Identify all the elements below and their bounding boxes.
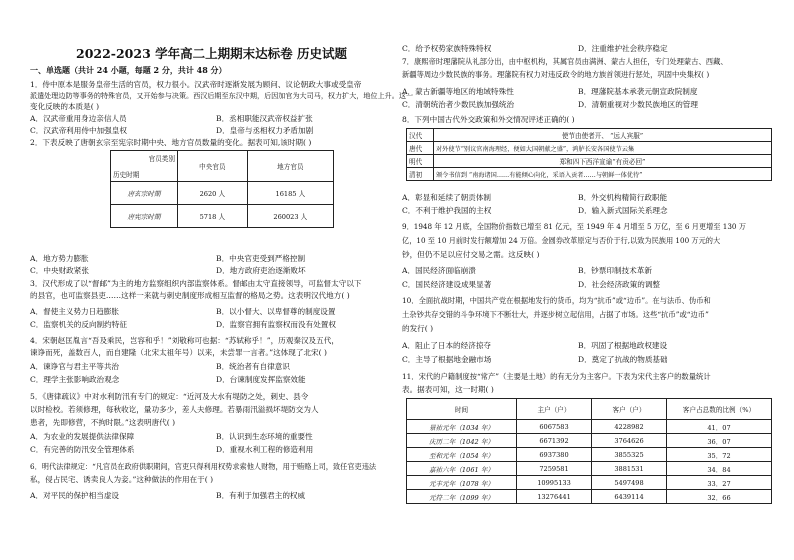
q2-option-d[interactable]: D．地方政府吏治逐渐败坏	[216, 266, 306, 275]
q11-cell-guest: 3764626	[592, 434, 667, 448]
q1-option-c[interactable]: C．汉武帝利用侍中加强皇权	[30, 126, 127, 135]
q8-stem: 8．下列中国古代外交政策和外交情况评述正确的( )	[402, 115, 575, 124]
q11-cell-main: 10995133	[517, 476, 592, 490]
q9-line: 钞，但仍不足以应付交易之需。这反映( )	[402, 250, 540, 259]
q6-option-d[interactable]: D．注重维护社会秩序稳定	[578, 44, 668, 53]
q7-line: 7．康熙帝时理藩院从礼部分出，由中枢机构，其属官员由满洲、蒙古人担任，专门处理蒙古、西藏、	[402, 57, 728, 66]
q11-cell-time: 元丰元年（1078 年）	[407, 476, 517, 490]
q11-table	[406, 398, 772, 504]
q11-header-main: 主户（户）	[517, 399, 592, 420]
q11-header-guest: 客户（户）	[592, 399, 667, 420]
q8-row-era: 清初	[407, 168, 434, 181]
q5-line: 以时检校。若须修理，每秋收讫，量功多少，差人夫修理。若暴雨汛溢损坏堤防交为人	[30, 405, 319, 414]
q11-cell-time: 庆历二年（1042 年）	[407, 434, 517, 448]
q11-cell-main: 6671392	[517, 434, 592, 448]
q8-row-text: 郑和四下西洋宣谕“有贡必回”	[434, 155, 772, 168]
q11-cell-main: 6067583	[517, 420, 592, 434]
q10-option-a[interactable]: A．阻止了日本的经济掠夺	[402, 341, 492, 350]
q11-line: 11．宋代的户籍制度按“常产”（主要是土地）的有无分为主客户。下表为宋代主客户的数量统计	[402, 372, 711, 381]
q8-row-era: 唐代	[407, 142, 434, 155]
q8-row-text: 使节由使者开、 “远人宾服”	[434, 129, 772, 142]
q2-row-period: 唐玄宗时期	[111, 182, 178, 205]
q2-table-corner-cell	[111, 151, 178, 182]
q10-line: 土杂钞共存交错的斗争环境下不断壮大，并逐步树立起信用，占据了市场。这些“抗币”或“边币”	[402, 310, 709, 319]
q8-option-d[interactable]: D．输入新式国际关系理念	[578, 206, 668, 215]
q11-cell-main: 13276441	[517, 490, 592, 504]
q6-option-a[interactable]: A．对平民的保护相当虚设	[30, 491, 120, 500]
q9-option-b[interactable]: B．钞票印制技术革新	[578, 266, 652, 275]
q3-option-d[interactable]: D．监察官拥有监察权而没有处置权	[216, 320, 336, 329]
q5-line: 5．《唐律疏议》中对水利防汛有专门的规定：“近河及大水有堤防之处，刺史、县令	[30, 392, 309, 401]
q9-option-d[interactable]: D．社会经济政策的调整	[578, 280, 661, 289]
q5-option-c[interactable]: C．有完善的防汛安全管理体系	[30, 445, 135, 454]
q10-option-d[interactable]: D．奠定了抗战的物质基础	[578, 355, 668, 364]
q9-line: 9．1948 年 12 月底，全国物价指数已增至 81 亿元，至 1949 年 4 月增至 5 万亿，至 6 月更增至 130 万	[402, 222, 746, 231]
q4-line: 4．宋朝赵匡胤言“吾及乘民，岂容和乎！”刘敬称可也据：“苏轼称乎！”，历观秦汉及五代，	[30, 336, 339, 345]
q2-row-central: 2620 人	[178, 182, 248, 205]
q1-option-b[interactable]: B．丞相职能汉武帝权益扩张	[216, 114, 313, 123]
q8-option-a[interactable]: A．彰显和延续了朝贡体制	[402, 193, 492, 202]
q8-row-text: 对外使节“别议官南海理经，便如大国朝献之盛”，鸿胪长安各国使节云集	[434, 142, 772, 155]
q3-line: 3．汉代形成了以“督邮”为主的地方监察组织内部监察体系。督邮由太守直接领导，可监督太守以下	[30, 279, 362, 288]
q1-line: 派遣处理边防等事务的特殊官员，又开始参与决策。西汉后期至东汉中期，后因加官为大司马，权力扩大，地位上升。这一	[30, 91, 414, 100]
q3-line: 的县官，也可监察县吏……这样一来就与刺史制度形成相互监督的格局之势。这表明汉代地方( )	[30, 291, 350, 300]
q11-cell-ratio: 35．72	[667, 448, 772, 462]
q11-cell-ratio: 34．84	[667, 462, 772, 476]
q2-stem: 2．下表反映了唐朝玄宗至宪宗时期中央、地方官员数量的变化。据表可知,该时期( )	[30, 138, 312, 147]
q11-cell-ratio: 33．27	[667, 476, 772, 490]
q3-option-a[interactable]: A．督使主义势力日趋膨胀	[30, 307, 120, 316]
q9-option-a[interactable]: A．国民经济面临崩溃	[402, 266, 476, 275]
q11-cell-time: 元符二年（1099 年）	[407, 490, 517, 504]
q4-option-c[interactable]: C．理学主张影响政治观念	[30, 375, 120, 384]
q3-option-b[interactable]: B．以小督大、以卑督尊的制度设置	[216, 307, 336, 316]
q11-cell-guest: 4228982	[592, 420, 667, 434]
q4-line: 谏诤而死，盖数百人，而自建隆（北宋太祖年号）以来，未尝罪一言者。”这体现了北宋( )	[30, 348, 327, 357]
q2-option-c[interactable]: C．中央财政紧张	[30, 266, 89, 275]
q8-option-c[interactable]: C．不利于维护我国的主权	[402, 206, 492, 215]
q11-line: 表。据表可知，这一时期( )	[402, 385, 494, 394]
q11-cell-ratio: 41．07	[667, 420, 772, 434]
q1-line: 1．侍中原本是服务皇帝生活的官员，权力很小。汉武帝时逐渐发展为顾问、议论朝政大事或受皇帝	[30, 80, 362, 89]
q7-option-b[interactable]: B．理藩院基本承袭元朝宣政院制度	[578, 87, 698, 96]
q8-option-b[interactable]: B．外交机构精简行政职能	[578, 193, 668, 202]
q9-option-c[interactable]: C．国民经济建设成果显著	[402, 280, 492, 289]
q11-cell-guest: 3881531	[592, 462, 667, 476]
q6-option-c[interactable]: C．给予权势家族特殊特权	[402, 44, 492, 53]
q6-line: 6．明代法律规定：“凡官员在政府供职期间，官吏只得利用权势求索他人财物，用于贿赂上司，致任官吏违法	[30, 462, 377, 471]
q1-line: 变化反映的本质是( )	[30, 102, 100, 111]
q11-cell-time: 景祐元年（1034 年）	[407, 420, 517, 434]
q7-option-a[interactable]: A．蒙古新疆等地区的地域特殊性	[402, 87, 514, 96]
q7-option-c[interactable]: C．清朝统治者少数民族加强统治	[402, 100, 515, 109]
q11-cell-guest: 6439114	[592, 490, 667, 504]
q7-option-d[interactable]: D．清朝重视对少数民族地区的管理	[578, 100, 698, 109]
q1-option-d[interactable]: D．皇帝与丞相权力矛盾加剧	[216, 126, 314, 135]
q11-header-ratio: 客户占总数的比例（%）	[667, 399, 772, 420]
q8-row-text: 颁令书信到 “南海诸国……有能倾心向化，采语入贡者……与朝鲜一体优待”	[434, 168, 772, 181]
q3-option-c[interactable]: C．监察机关的反向制约特征	[30, 320, 127, 329]
q4-option-b[interactable]: B．统治者有自律意识	[216, 362, 290, 371]
q11-cell-guest: 5497498	[592, 476, 667, 490]
q11-header-time: 时间	[407, 399, 517, 420]
q2-row-local: 16185 人	[247, 182, 333, 205]
section-heading: 一、单选题（共计 24 小题，每题 2 分，共计 48 分）	[30, 65, 227, 75]
q5-option-a[interactable]: A．为农业的发展提供法律保障	[30, 432, 135, 441]
q2-row-period: 唐宪宗时期	[111, 205, 178, 228]
q6-line: 私，侵占民宅、诱卖良人为妾。”这种做法的作用在于( )	[30, 475, 214, 484]
q10-option-b[interactable]: B．巩固了根据地政权建设	[578, 341, 668, 350]
q11-cell-time: 嘉祐六年（1061 年）	[407, 462, 517, 476]
q2-head-central: 中央官员	[178, 151, 248, 182]
q10-line: 10．全面抗战时期，中国共产党在根据地发行的货币，均为“抗币”或“边币”。在与法币、伪币和	[402, 296, 711, 305]
q10-line: 的发行( )	[402, 324, 434, 333]
q5-option-b[interactable]: B．认识到生态环境的重要性	[216, 432, 313, 441]
q10-option-c[interactable]: C．主导了根据地金融市场	[402, 355, 492, 364]
exam-title: 2022-2023 学年高二上期期末达标卷 历史试题	[76, 46, 347, 61]
q8-row-era: 明代	[407, 155, 434, 168]
q11-cell-time: 至和元年（1054 年）	[407, 448, 517, 462]
q2-row-central: 5718 人	[178, 205, 248, 228]
q2-option-b[interactable]: B．中央官吏受到严格控制	[216, 254, 306, 263]
q11-cell-main: 7259581	[517, 462, 592, 476]
q2-row-local: 260023 人	[247, 205, 333, 228]
q8-table	[406, 128, 772, 181]
q5-line: 患者，先即修营，不拘时限。”这表明唐代( )	[30, 418, 176, 427]
q11-cell-ratio: 32．66	[667, 490, 772, 504]
q7-line: 新疆等周边少数民族的事务。理藩院有权力对违反政令的地方族首领进行惩处，巩固中央集权( )	[402, 70, 710, 79]
q2-option-a[interactable]: A．地方势力膨胀	[30, 254, 89, 263]
q2-head-category: 官员类别	[148, 155, 175, 163]
q6-option-b[interactable]: B．有利于加强君主的权威	[216, 491, 306, 500]
q8-row-era: 汉代	[407, 129, 434, 142]
q11-cell-guest: 3855325	[592, 448, 667, 462]
q9-line: 亿，10 至 10 月前时发行额增加 24 万倍。金圆券改革原定与否价于行,以致为民族用 100 万元的大	[402, 236, 721, 245]
q4-option-a[interactable]: A．谏诤官与君主平等共治	[30, 362, 120, 371]
q5-option-d[interactable]: D．重视水利工程的修造利用	[216, 445, 314, 454]
q1-option-a[interactable]: A．汉武帝重用身边亲信人员	[30, 114, 127, 123]
q2-head-local: 地方官员	[247, 151, 333, 182]
q2-head-period: 历史时期	[113, 171, 140, 179]
q2-table	[110, 150, 334, 228]
q4-option-d[interactable]: D．台谏制度发挥监察效能	[216, 375, 306, 384]
q11-cell-main: 6937380	[517, 448, 592, 462]
q11-cell-ratio: 36．07	[667, 434, 772, 448]
